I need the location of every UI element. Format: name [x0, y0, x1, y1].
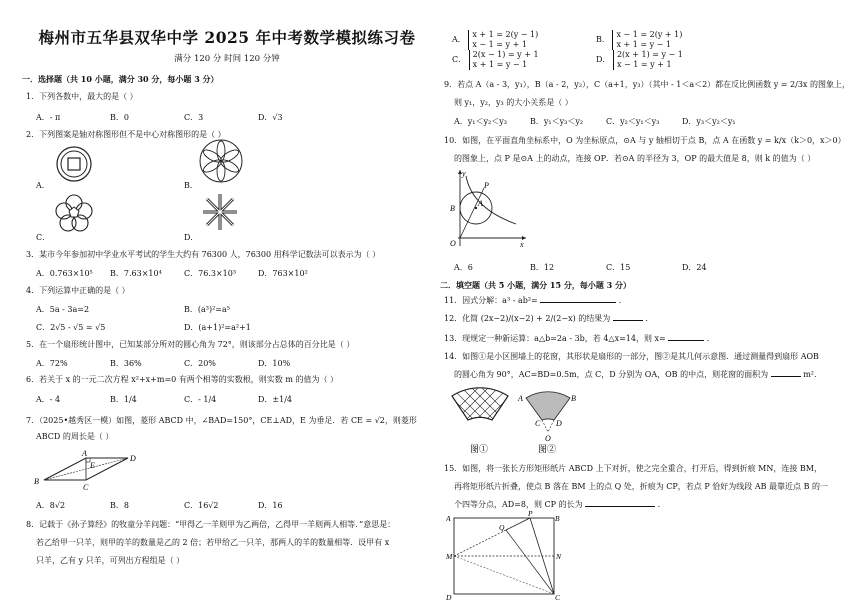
q10-label-p: P	[484, 181, 489, 190]
q6-stem: 6．若关于 x 的一元二次方程 x²+x+m=0 有两个相等的实数根，则实数 m 的值为（ ）	[26, 375, 339, 384]
q15-line3	[454, 500, 666, 510]
q2-coin-figure	[54, 144, 94, 184]
q15-answer-blank[interactable]	[585, 506, 655, 507]
q14-label-c: C	[535, 419, 541, 428]
q15-label-q: Q	[499, 523, 505, 532]
q10-line2: 的图象上，点 P 是⊙A 上的动点，连接 OP．若⊙A 的半径为 3，OP 的最大值是 8，则 k 的值为（ ）	[454, 154, 816, 163]
q8-option-c	[452, 50, 539, 70]
q7-label-d: D	[130, 454, 136, 463]
q14-answer-blank[interactable]	[771, 376, 801, 377]
q12-answer-blank[interactable]	[613, 320, 643, 321]
q10-coordinate-figure	[446, 168, 530, 248]
q7-rhombus-figure	[30, 448, 140, 490]
q11-end: ．	[618, 296, 627, 305]
q14-figure1-caption: 图①	[470, 444, 489, 454]
q8-option-c-label: C．	[452, 55, 467, 64]
q10-label-y: y	[462, 169, 466, 178]
q15-end: ．	[657, 500, 666, 509]
q5-stem: 5．在一个扇形统计图中，已知某部分所对的圆心角为 72°，则该部分占总体的百分比是（ ）	[26, 340, 355, 349]
q5-option-c: C．20%	[184, 359, 216, 368]
q8-option-a	[452, 30, 538, 50]
q9-option-d: D．y₃＜y₂＜y₁	[682, 117, 736, 126]
q13-answer-blank[interactable]	[668, 340, 704, 341]
q2-stem: 2．下列图案是轴对称图形但不是中心对称图形的是（ ）	[26, 130, 226, 139]
q15-label-m: M	[446, 552, 453, 561]
q5-option-d: D．10%	[258, 359, 291, 368]
q8-option-d-label: D．	[596, 55, 611, 64]
exam-title: 梅州市五华县双华中学 2025 年中考数学模拟练习卷	[38, 28, 416, 47]
q7-label-c: C	[83, 483, 89, 490]
q8-option-c-system	[469, 50, 539, 70]
q8-c-eq1: 2(x − 1) = y + 1	[472, 50, 539, 59]
q15-line2: 再将矩形纸片折叠，使点 B 落在 BM 上的点 Q 处，折痕为 CP，若点 P 恰好为线段 AB 最靠近点 B 的一	[454, 482, 828, 491]
q4-option-c: C．2√5 - √5 = √5	[36, 323, 106, 332]
q14-label-o: O	[545, 434, 551, 443]
q14-unit: m².	[803, 370, 817, 379]
q8-option-a-label: A．	[452, 35, 466, 44]
q8-a-eq2: x − 1 = y + 1	[472, 40, 527, 49]
q1-option-b: B．0	[110, 113, 129, 122]
q3-option-a: A．0.763×10⁵	[36, 269, 93, 278]
q14-label-d: D	[556, 419, 562, 428]
q2-windmill-figure	[198, 190, 242, 234]
q6-option-d: D．±1/4	[258, 395, 292, 404]
q4-option-d: D．(a+1)²=a²+1	[184, 323, 251, 332]
q5-option-b: B．36%	[110, 359, 142, 368]
q10-label-b: B	[450, 204, 455, 213]
q15-label-a: A	[446, 514, 451, 523]
q10-option-c: C．15	[606, 263, 631, 272]
section-1-heading: 一．选择题（共 10 小题，满分 30 分，每小题 3 分）	[22, 74, 219, 84]
q8-a-eq1: x + 1 = 2(y − 1)	[472, 30, 539, 39]
q3-stem: 3．某市今年参加初中学业水平考试的学生大约有 76300 人，76300 用科学记数法可以表示为（ ）	[26, 250, 381, 259]
exam-subtitle: 满分 120 分 时间 120 分钟	[174, 54, 280, 64]
q8-b-eq1: x − 1 = 2(y + 1)	[616, 30, 683, 39]
q9-option-a: A．y₁＜y₂＜y₃	[454, 117, 507, 126]
q12-end: ．	[645, 314, 654, 323]
q12-line	[444, 314, 653, 324]
q8-option-d	[596, 50, 683, 70]
q15-label-b: B	[555, 514, 560, 523]
q8-line3: 只羊，乙有 y 只羊，可列出方程组是（ ）	[36, 556, 185, 565]
q15-label-c: C	[555, 593, 561, 602]
q7-option-a: A．8√2	[36, 501, 66, 510]
q10-option-a: A．6	[454, 263, 473, 272]
q10-option-b: B．12	[530, 263, 555, 272]
q10-label-o: O	[450, 239, 456, 248]
q8-option-a-system	[468, 30, 538, 50]
q14-label-b: B	[571, 394, 576, 403]
q11-text: 11．因式分解：a³ - ab²=	[444, 296, 538, 305]
q1-stem: 1．下列各数中，最大的是（ ）	[26, 92, 138, 101]
section-2-heading: 二．填空题（共 5 小题，满分 15 分，每小题 3 分）	[440, 280, 631, 290]
q14-label-a: A	[518, 394, 523, 403]
q9-option-c: C．y₂＜y₁＜y₃	[606, 117, 660, 126]
q8-line1: 8．记载于《孙子算经》的牧童分羊问题：“甲得乙一羊则甲为乙两倍，乙得甲一羊则两人相等．”意思是：	[26, 520, 396, 529]
q2-option-c: C．	[36, 233, 51, 242]
q10-line1: 10．如图，在平面直角坐标系中，O 为坐标原点，⊙A 与 y 轴相切于点 B，点 A 在函数 y = k/x（k＞0，x＞0）	[444, 136, 846, 145]
q7-label-b: B	[34, 477, 39, 486]
q14-line2	[454, 370, 817, 380]
q7-option-d: D．16	[258, 501, 283, 510]
q6-option-c: C．- 1/4	[184, 395, 217, 404]
q2-option-a: A．	[36, 181, 50, 190]
q13-line	[444, 334, 715, 344]
q13-end: ．	[706, 334, 715, 343]
q15-rectangle-figure	[446, 510, 566, 604]
q7-line2: ABCD 的周长是（ ）	[36, 432, 114, 441]
q10-option-d: D．24	[682, 263, 707, 272]
q8-b-eq2: x + 1 = y − 1	[616, 40, 672, 49]
q7-option-c: C．16√2	[184, 501, 219, 510]
q4-option-b: B．(a³)²=a⁵	[184, 305, 230, 314]
q3-option-d: D．763×10²	[258, 269, 308, 278]
q5-option-a: A．72%	[36, 359, 68, 368]
q8-option-b	[596, 30, 682, 50]
q1-option-c: C．3	[184, 113, 204, 122]
q9-line1: 9．若点 A（a - 3，y₁），B（a - 2，y₂），C（a+1，y₃）（其中 - 1＜a＜2）都在反比例函数 y = 2/3x 的图象上，	[444, 80, 850, 89]
q4-stem: 4．下列运算中正确的是（ ）	[26, 286, 130, 295]
q8-option-b-system	[612, 30, 682, 50]
q7-option-b: B．8	[110, 501, 129, 510]
q11-answer-blank[interactable]	[540, 302, 616, 303]
q9-line2: 则 y₁，y₂，y₃ 的大小关系是（ ）	[454, 98, 573, 107]
q15-label-n: N	[556, 552, 562, 561]
q7-label-a: A	[82, 449, 87, 458]
q7-line1: 7．（2025•越秀区一模）如图，菱形 ABCD 中，∠BAD=150°，CE⊥AD，E 为垂足．若 CE = √2，则菱形	[26, 416, 417, 425]
q8-line2: 若乙给甲一只羊，则甲的羊的数量是乙的 2 倍；若甲给乙一只羊，那两人的羊的数量相等．设甲有 x	[36, 538, 390, 547]
q8-c-eq2: x + 1 = y − 1	[472, 60, 528, 69]
q6-option-a: A．- 4	[36, 395, 61, 404]
q10-label-x: x	[520, 240, 524, 248]
q3-option-b: B．7.63×10⁴	[110, 269, 162, 278]
q8-option-b-label: B．	[596, 35, 610, 44]
q14-figure2-caption: 图②	[538, 444, 557, 454]
q2-pentagon-flower-figure	[54, 194, 94, 234]
q11-line	[444, 296, 627, 306]
q12-text: 12．化简 (2x−2)/(x−2) + 2/(2−x) 的结果为	[444, 314, 611, 323]
q14-line1: 14．如图①是小区围墙上的花窗，其形状是扇形的一部分，图②是其几何示意图．通过测量得到扇形 AOB	[444, 352, 819, 361]
q13-text: 13．现规定一种新运算：a△b=2a - 3b，若 4△x=14，则 x=	[444, 334, 666, 343]
q8-option-d-system	[613, 50, 683, 70]
q7-label-e: E	[90, 461, 95, 470]
q15-line3-text: 个四等分点，AD=8，则 CP 的长为	[454, 500, 583, 509]
q9-option-b: B．y₁＜y₃＜y₂	[530, 117, 584, 126]
q3-option-c: C．76.3×10³	[184, 269, 237, 278]
q1-option-d: D．√3	[258, 113, 283, 122]
q2-option-d: D．	[184, 233, 199, 242]
q14-figures	[448, 384, 578, 456]
q15-label-p: P	[528, 510, 533, 518]
q8-d-eq2: x − 1 = y + 1	[616, 60, 672, 69]
q8-d-eq1: 2(x + 1) = y − 1	[616, 50, 683, 59]
q1-option-a: A．- π	[36, 113, 61, 122]
q4-option-a: A．5a - 3a=2	[36, 305, 90, 314]
q15-label-d: D	[446, 593, 452, 602]
q6-option-b: B．1/4	[110, 395, 137, 404]
q14-line2-text: 的圆心角为 90°，AC=BD=0.5m，点 C，D 分别为 OA，OB 的中点，则花窗的面积为	[454, 370, 769, 379]
q2-option-b: B．	[184, 181, 198, 190]
q15-line1: 15．如图，将一张长方形矩形纸片 ABCD 上下对折，使之完全重合，打开后，得到折痕 MN，连接 BM，	[444, 464, 822, 473]
q10-label-a: A	[478, 199, 483, 208]
q2-flower-figure	[198, 138, 244, 184]
